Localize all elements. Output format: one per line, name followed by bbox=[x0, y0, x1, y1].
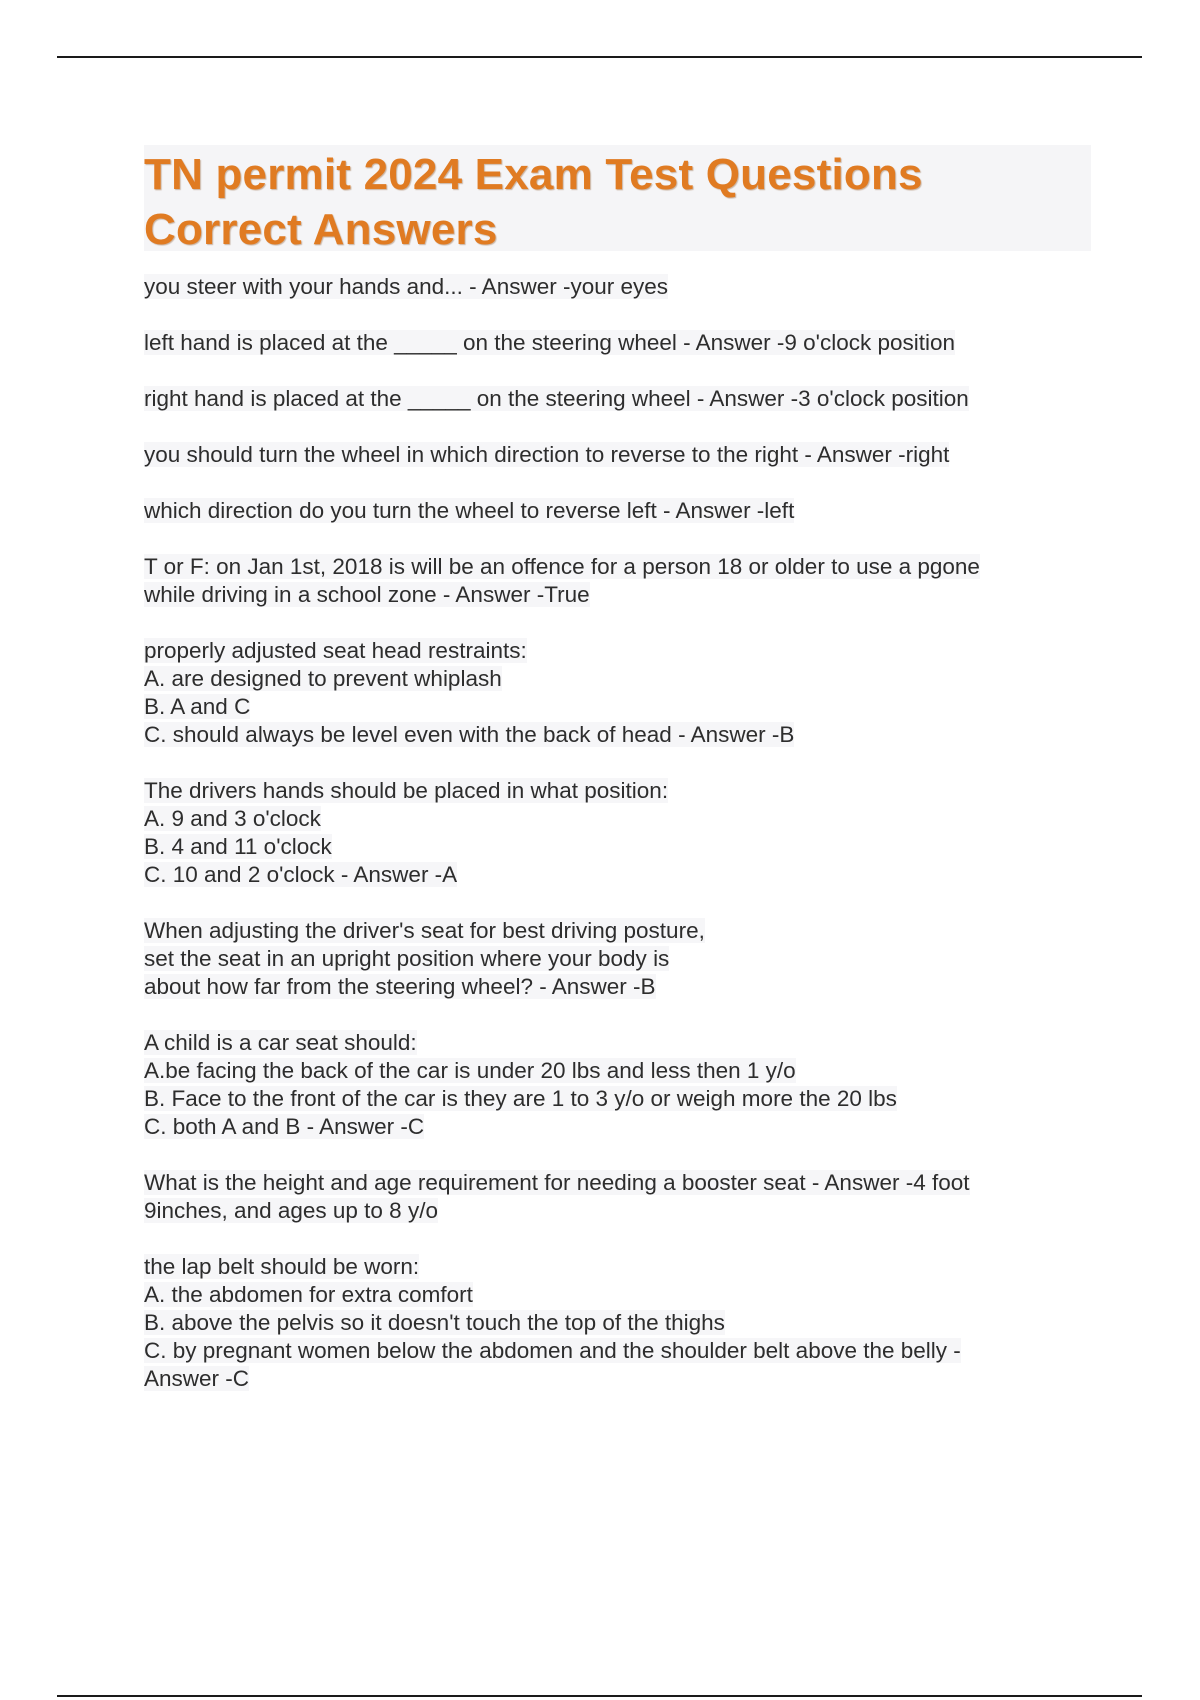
qa-line bbox=[144, 329, 1094, 357]
qa-line bbox=[144, 1337, 1094, 1365]
qa-item bbox=[144, 637, 1094, 749]
qa-line bbox=[144, 581, 1094, 609]
qa-line-text: C. should always be level even with the back of head - Answer -B bbox=[144, 722, 795, 747]
qa-line bbox=[144, 973, 1094, 1001]
qa-item bbox=[144, 553, 1094, 609]
qa-line-text: B. A and C bbox=[144, 694, 251, 719]
qa-line-text: right hand is placed at the _____ on the steering wheel - Answer -3 o'clock position bbox=[144, 386, 969, 411]
qa-line-text: A. the abdomen for extra comfort bbox=[144, 1282, 473, 1307]
qa-item bbox=[144, 1253, 1094, 1393]
bottom-rule bbox=[57, 1695, 1142, 1697]
qa-item bbox=[144, 1029, 1094, 1141]
qa-line-text: left hand is placed at the _____ on the steering wheel - Answer -9 o'clock position bbox=[144, 330, 956, 355]
qa-line bbox=[144, 1057, 1094, 1085]
qa-line-text: A child is a car seat should: bbox=[144, 1030, 417, 1055]
qa-line bbox=[144, 917, 1094, 945]
qa-line-text: B. Face to the front of the car is they are 1 to 3 y/o or weigh more the 20 lbs bbox=[144, 1086, 897, 1111]
qa-line-text: C. by pregnant women below the abdomen and the shoulder belt above the belly - bbox=[144, 1338, 961, 1363]
qa-item bbox=[144, 441, 1094, 469]
qa-line-text: The drivers hands should be placed in what position: bbox=[144, 778, 669, 803]
qa-line-text: B. 4 and 11 o'clock bbox=[144, 834, 332, 859]
qa-line-text: T or F: on Jan 1st, 2018 is will be an offence for a person 18 or older to use a pgone bbox=[144, 554, 980, 579]
qa-line-text: which direction do you turn the wheel to reverse left - Answer -left bbox=[144, 498, 795, 523]
qa-line bbox=[144, 553, 1094, 581]
qa-line bbox=[144, 861, 1094, 889]
qa-line-text: the lap belt should be worn: bbox=[144, 1254, 420, 1279]
qa-line bbox=[144, 497, 1094, 525]
qa-item bbox=[144, 777, 1094, 889]
qa-line bbox=[144, 1029, 1094, 1057]
qa-line-text: 9inches, and ages up to 8 y/o bbox=[144, 1198, 438, 1223]
qa-line-text: C. both A and B - Answer -C bbox=[144, 1114, 425, 1139]
qa-line-text: while driving in a school zone - Answer -True bbox=[144, 582, 590, 607]
qa-line bbox=[144, 693, 1094, 721]
qa-line bbox=[144, 945, 1094, 973]
qa-line-text: properly adjusted seat head restraints: bbox=[144, 638, 527, 663]
qa-line bbox=[144, 1113, 1094, 1141]
qa-line bbox=[144, 1281, 1094, 1309]
qa-line-text: C. 10 and 2 o'clock - Answer -A bbox=[144, 862, 458, 887]
qa-line bbox=[144, 637, 1094, 665]
document-title: TN permit 2024 Exam Test Questions Correct Answers bbox=[144, 150, 923, 254]
qa-line bbox=[144, 833, 1094, 861]
qa-list bbox=[144, 273, 1094, 1393]
qa-line-text: What is the height and age requirement for needing a booster seat - Answer -4 foot bbox=[144, 1170, 970, 1195]
qa-line bbox=[144, 1169, 1094, 1197]
qa-line-text: A. are designed to prevent whiplash bbox=[144, 666, 502, 691]
qa-line-text: When adjusting the driver's seat for best driving posture, bbox=[144, 918, 705, 943]
qa-item bbox=[144, 273, 1094, 301]
qa-item bbox=[144, 329, 1094, 357]
qa-line-text: set the seat in an upright position where your body is bbox=[144, 946, 670, 971]
title-band bbox=[144, 145, 1091, 254]
qa-line bbox=[144, 665, 1094, 693]
qa-item bbox=[144, 385, 1094, 413]
qa-line bbox=[144, 1309, 1094, 1337]
qa-line bbox=[144, 1253, 1094, 1281]
qa-line bbox=[144, 385, 1094, 413]
document-body bbox=[144, 145, 1094, 1421]
qa-line bbox=[144, 273, 1094, 301]
qa-line-text: A.be facing the back of the car is under 20 lbs and less then 1 y/o bbox=[144, 1058, 796, 1083]
qa-line-text: B. above the pelvis so it doesn't touch the top of the thighs bbox=[144, 1310, 725, 1335]
qa-line bbox=[144, 805, 1094, 833]
qa-line bbox=[144, 721, 1094, 749]
qa-line-text: you steer with your hands and... - Answer -your eyes bbox=[144, 274, 669, 299]
qa-line-text: A. 9 and 3 o'clock bbox=[144, 806, 321, 831]
qa-line bbox=[144, 1197, 1094, 1225]
top-rule bbox=[57, 56, 1142, 58]
qa-line-text: Answer -C bbox=[144, 1366, 250, 1391]
qa-line bbox=[144, 1365, 1094, 1393]
qa-line bbox=[144, 777, 1094, 805]
qa-line bbox=[144, 441, 1094, 469]
qa-line-text: about how far from the steering wheel? - Answer -B bbox=[144, 974, 656, 999]
qa-item bbox=[144, 497, 1094, 525]
qa-item bbox=[144, 1169, 1094, 1225]
qa-item bbox=[144, 917, 1094, 1001]
qa-line bbox=[144, 1085, 1094, 1113]
qa-line-text: you should turn the wheel in which direction to reverse to the right - Answer -right bbox=[144, 442, 950, 467]
